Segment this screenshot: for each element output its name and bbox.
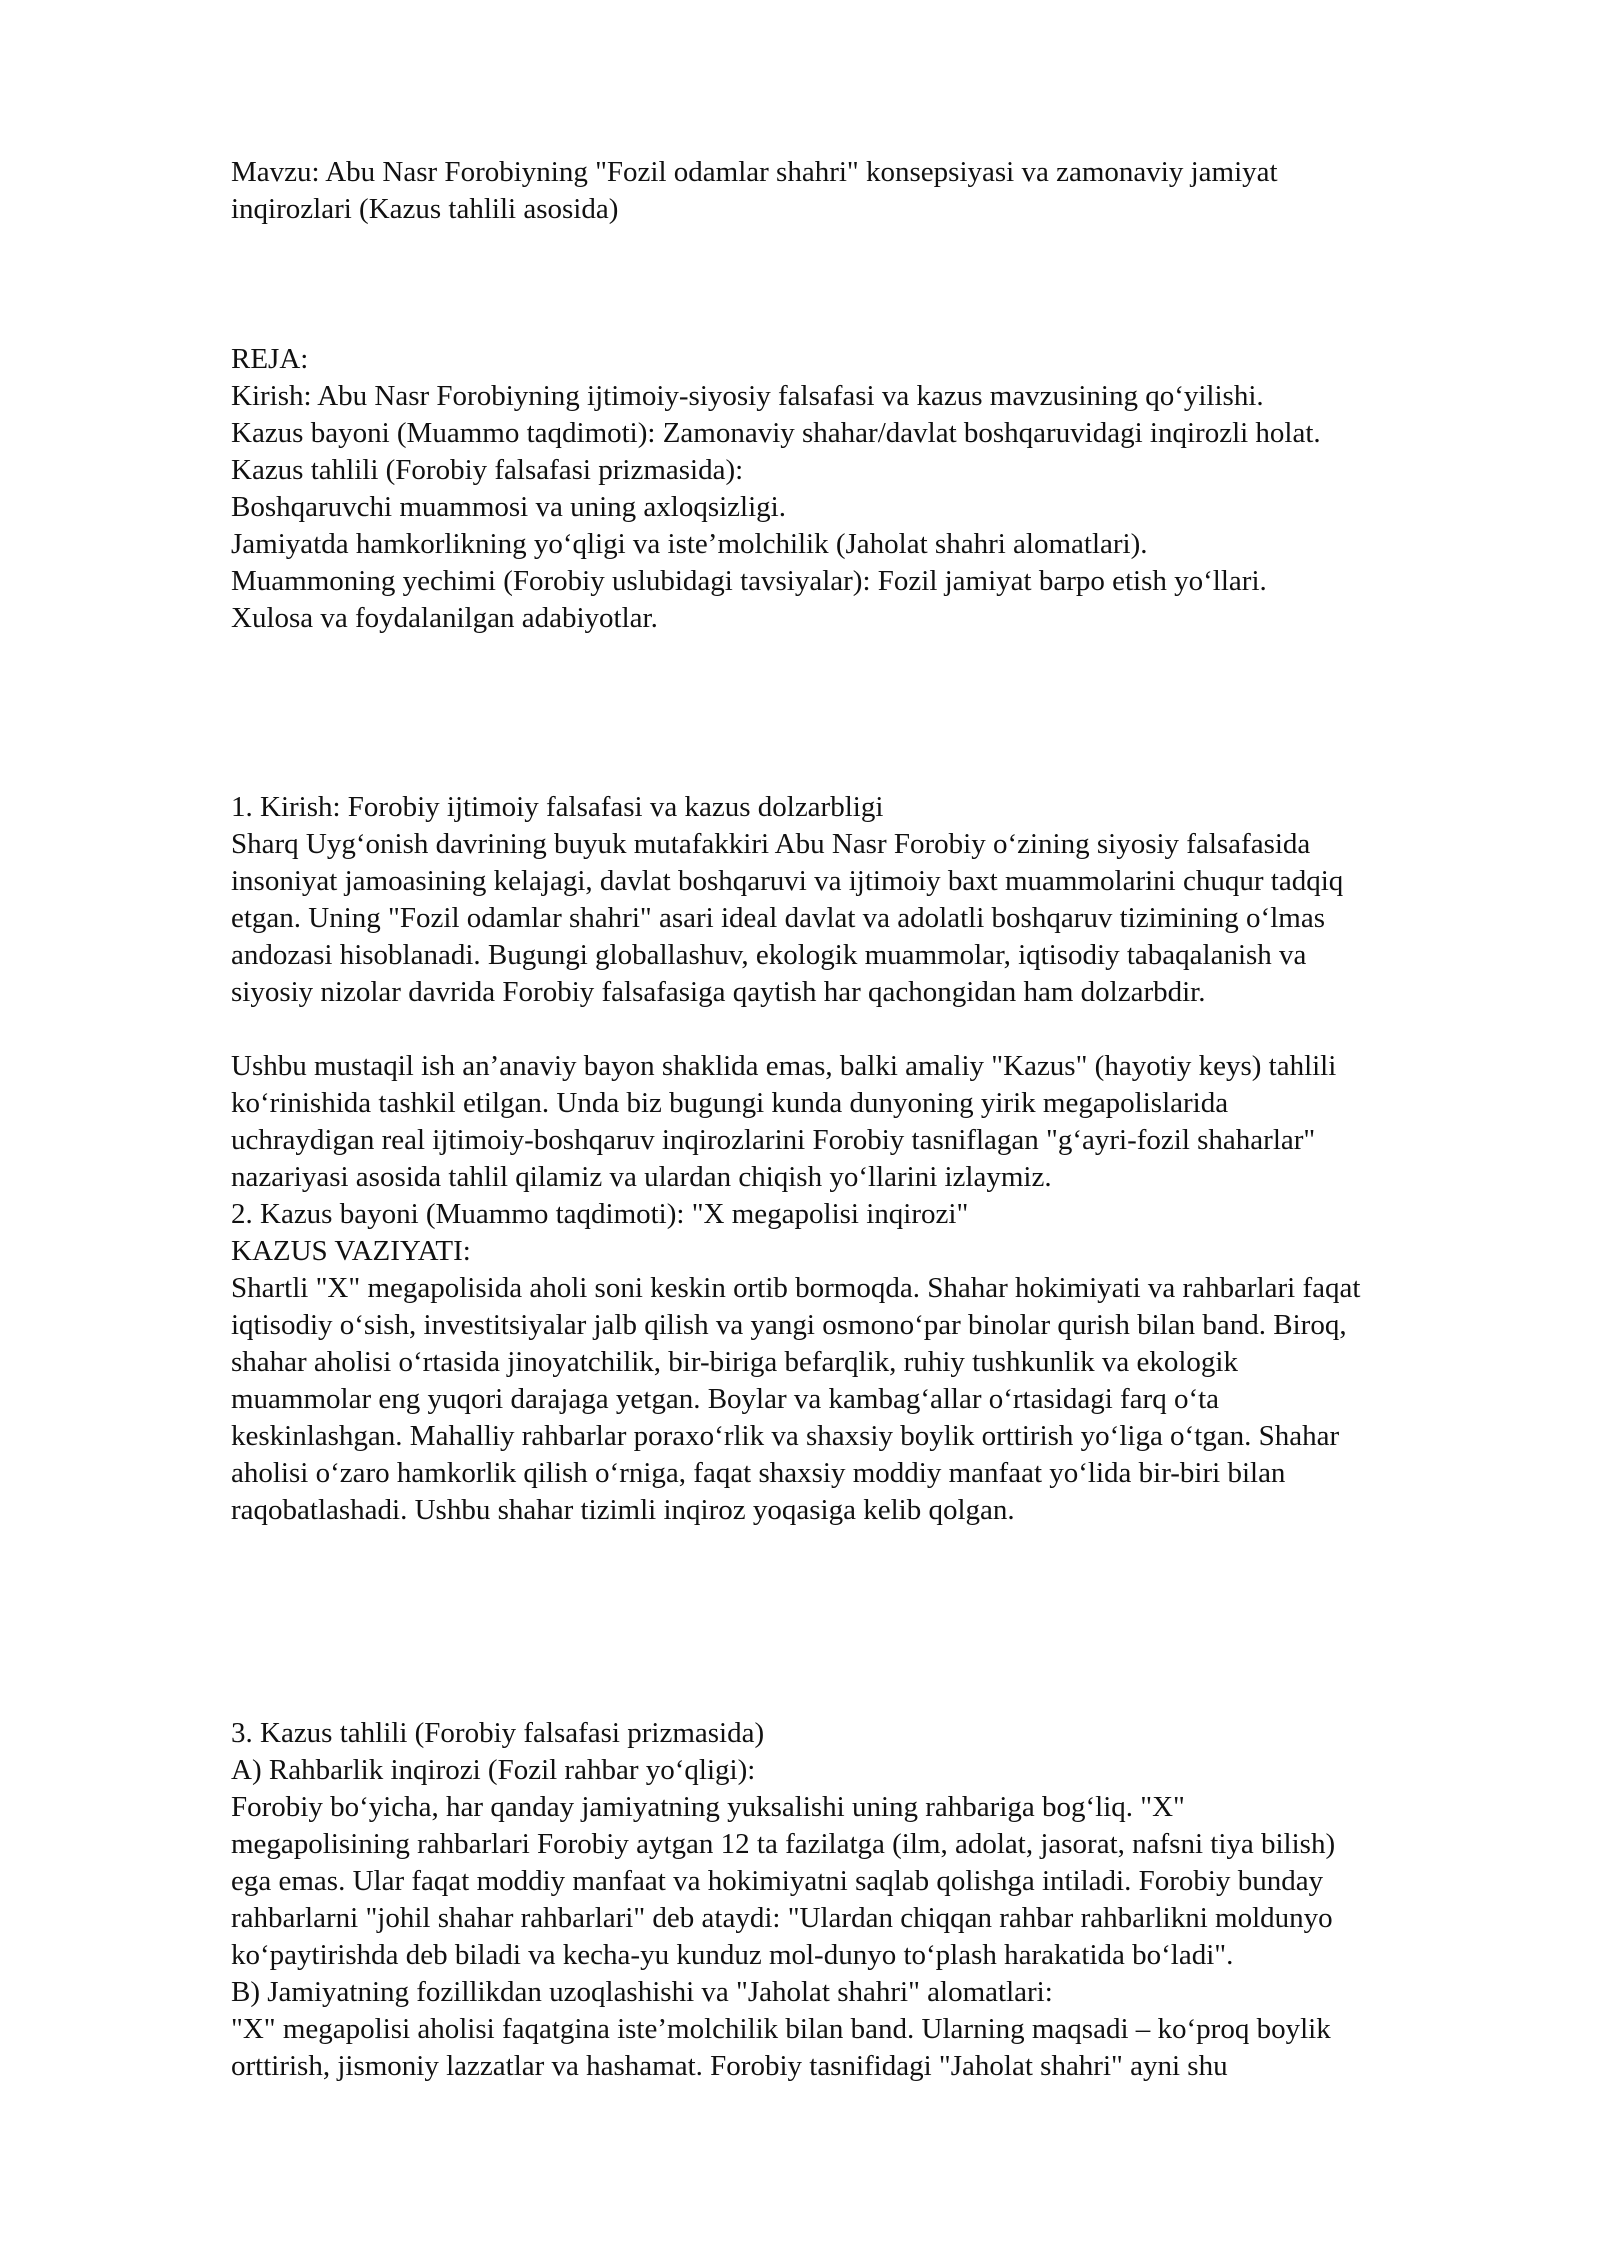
section-heading: 2. Kazus bayoni (Muammo taqdimoti): "X megapolisi inqirozi" bbox=[231, 1198, 969, 1230]
paragraph-line: nazariyasi asosida tahlil qilamiz va ulardan chiqish yo‘llarini izlaymiz. bbox=[231, 1161, 1052, 1193]
plan-item: Kazus bayoni (Muammo taqdimoti): Zamonaviy shahar/davlat boshqaruvidagi inqirozli holat. bbox=[231, 417, 1321, 449]
paragraph-line: raqobatlashadi. Ushbu shahar tizimli inqiroz yoqasiga kelib qolgan. bbox=[231, 1494, 1015, 1526]
paragraph-line: rahbarlarni "johil shahar rahbarlari" deb ataydi: "Ulardan chiqqan rahbar rahbarlikni moldunyo bbox=[231, 1902, 1333, 1934]
paragraph-line: Sharq Uyg‘onish davrining buyuk mutafakkiri Abu Nasr Forobiy o‘zining siyosiy falsafasida bbox=[231, 828, 1311, 860]
plan-heading: REJA: bbox=[231, 343, 309, 375]
title-line: Mavzu: Abu Nasr Forobiyning "Fozil odamlar shahri" konsepsiyasi va zamonaviy jamiyat bbox=[231, 156, 1278, 188]
plan-section bbox=[231, 341, 1531, 637]
subheading: KAZUS VAZIYATI: bbox=[231, 1235, 471, 1267]
paragraph-line: Shartli "X" megapolisida aholi soni keskin ortib bormoqda. Shahar hokimiyati va rahbarlari faqat bbox=[231, 1272, 1361, 1304]
subheading: A) Rahbarlik inqirozi (Fozil rahbar yo‘qligi): bbox=[231, 1754, 756, 1786]
paragraph-line: Forobiy bo‘yicha, har qanday jamiyatning yuksalishi uning rahbariga bog‘liq. "X" bbox=[231, 1791, 1185, 1823]
plan-item: Muammoning yechimi (Forobiy uslubidagi tavsiyalar): Fozil jamiyat barpo etish yo‘llari. bbox=[231, 565, 1267, 597]
section-heading: 3. Kazus tahlili (Forobiy falsafasi prizmasida) bbox=[231, 1717, 765, 1749]
paragraph-line: Ushbu mustaqil ish an’anaviy bayon shaklida emas, balki amaliy "Kazus" (hayotiy keys) tahlili bbox=[231, 1050, 1337, 1082]
paragraph-line: "X" megapolisi aholisi faqatgina iste’molchilik bilan band. Ularning maqsadi – ko‘proq boylik bbox=[231, 2013, 1331, 2045]
section-heading: 1. Kirish: Forobiy ijtimoiy falsafasi va kazus dolzarbligi bbox=[231, 791, 884, 823]
section-1 bbox=[231, 789, 1531, 1011]
paragraph-line: muammolar eng yuqori darajaga yetgan. Boylar va kambag‘allar o‘rtasidagi farq o‘ta bbox=[231, 1383, 1220, 1415]
paragraph-line: orttirish, jismoniy lazzatlar va hashamat. Forobiy tasnifidagi "Jaholat shahri" ayni shu bbox=[231, 2050, 1228, 2082]
paragraph-line: shahar aholisi o‘rtasida jinoyatchilik, bir-biriga befarqlik, ruhiy tushkunlik va ekologik bbox=[231, 1346, 1238, 1378]
paragraph-line: uchraydigan real ijtimoiy-boshqaruv inqirozlarini Forobiy tasniflagan "g‘ayri-fozil shaharlar" bbox=[231, 1124, 1316, 1156]
paragraph-line: keskinlashgan. Mahalliy rahbarlar poraxo‘rlik va shaxsiy boylik orttirish yo‘liga o‘tgan. Shahar bbox=[231, 1420, 1340, 1452]
plan-item: Xulosa va foydalanilgan adabiyotlar. bbox=[231, 602, 658, 634]
section-3 bbox=[231, 1715, 1531, 2085]
paragraph-line: siyosiy nizolar davrida Forobiy falsafasiga qaytish har qachongidan ham dolzarbdir. bbox=[231, 976, 1206, 1008]
paragraph-line: insoniyat jamoasining kelajagi, davlat boshqaruvi va ijtimoiy baxt muammolarini chuqur tadqiq bbox=[231, 865, 1344, 897]
paragraph-line: aholisi o‘zaro hamkorlik qilish o‘rniga, faqat shaxsiy moddiy manfaat yo‘lida bir-biri bilan bbox=[231, 1457, 1286, 1489]
paragraph-line: andozasi hisoblanadi. Bugungi globallashuv, ekologik muammolar, iqtisodiy tabaqalanish va bbox=[231, 939, 1307, 971]
plan-item: Jamiyatda hamkorlikning yo‘qligi va iste’molchilik (Jaholat shahri alomatlari). bbox=[231, 528, 1148, 560]
plan-item: Kazus tahlili (Forobiy falsafasi prizmasida): bbox=[231, 454, 744, 486]
document-title bbox=[231, 154, 1531, 228]
paragraph-line: ega emas. Ular faqat moddiy manfaat va hokimiyatni saqlab qolishga intiladi. Forobiy bunday bbox=[231, 1865, 1324, 1897]
plan-item: Kirish: Abu Nasr Forobiyning ijtimoiy-siyosiy falsafasi va kazus mavzusining qo‘yilishi. bbox=[231, 380, 1264, 412]
plan-item: Boshqaruvchi muammosi va uning axloqsizligi. bbox=[231, 491, 786, 523]
section-1-paragraph-2 bbox=[231, 1048, 1531, 1529]
paragraph-line: ko‘rinishida tashkil etilgan. Unda biz bugungi kunda dunyoning yirik megapolislarida bbox=[231, 1087, 1229, 1119]
paragraph-line: etgan. Uning "Fozil odamlar shahri" asari ideal davlat va adolatli boshqaruv tizimining o‘lmas bbox=[231, 902, 1325, 934]
title-line: inqirozlari (Kazus tahlili asosida) bbox=[231, 193, 619, 225]
subheading: B) Jamiyatning fozillikdan uzoqlashishi va "Jaholat shahri" alomatlari: bbox=[231, 1976, 1053, 2008]
paragraph-line: ko‘paytirishda deb biladi va kecha-yu kunduz mol-dunyo to‘plash harakatida bo‘ladi". bbox=[231, 1939, 1234, 1971]
paragraph-line: megapolisining rahbarlari Forobiy aytgan 12 ta fazilatga (ilm, adolat, jasorat, nafsni tiya bilish) bbox=[231, 1828, 1336, 1860]
paragraph-line: iqtisodiy o‘sish, investitsiyalar jalb qilish va yangi osmono‘par binolar qurish bilan band. Biroq, bbox=[231, 1309, 1347, 1341]
